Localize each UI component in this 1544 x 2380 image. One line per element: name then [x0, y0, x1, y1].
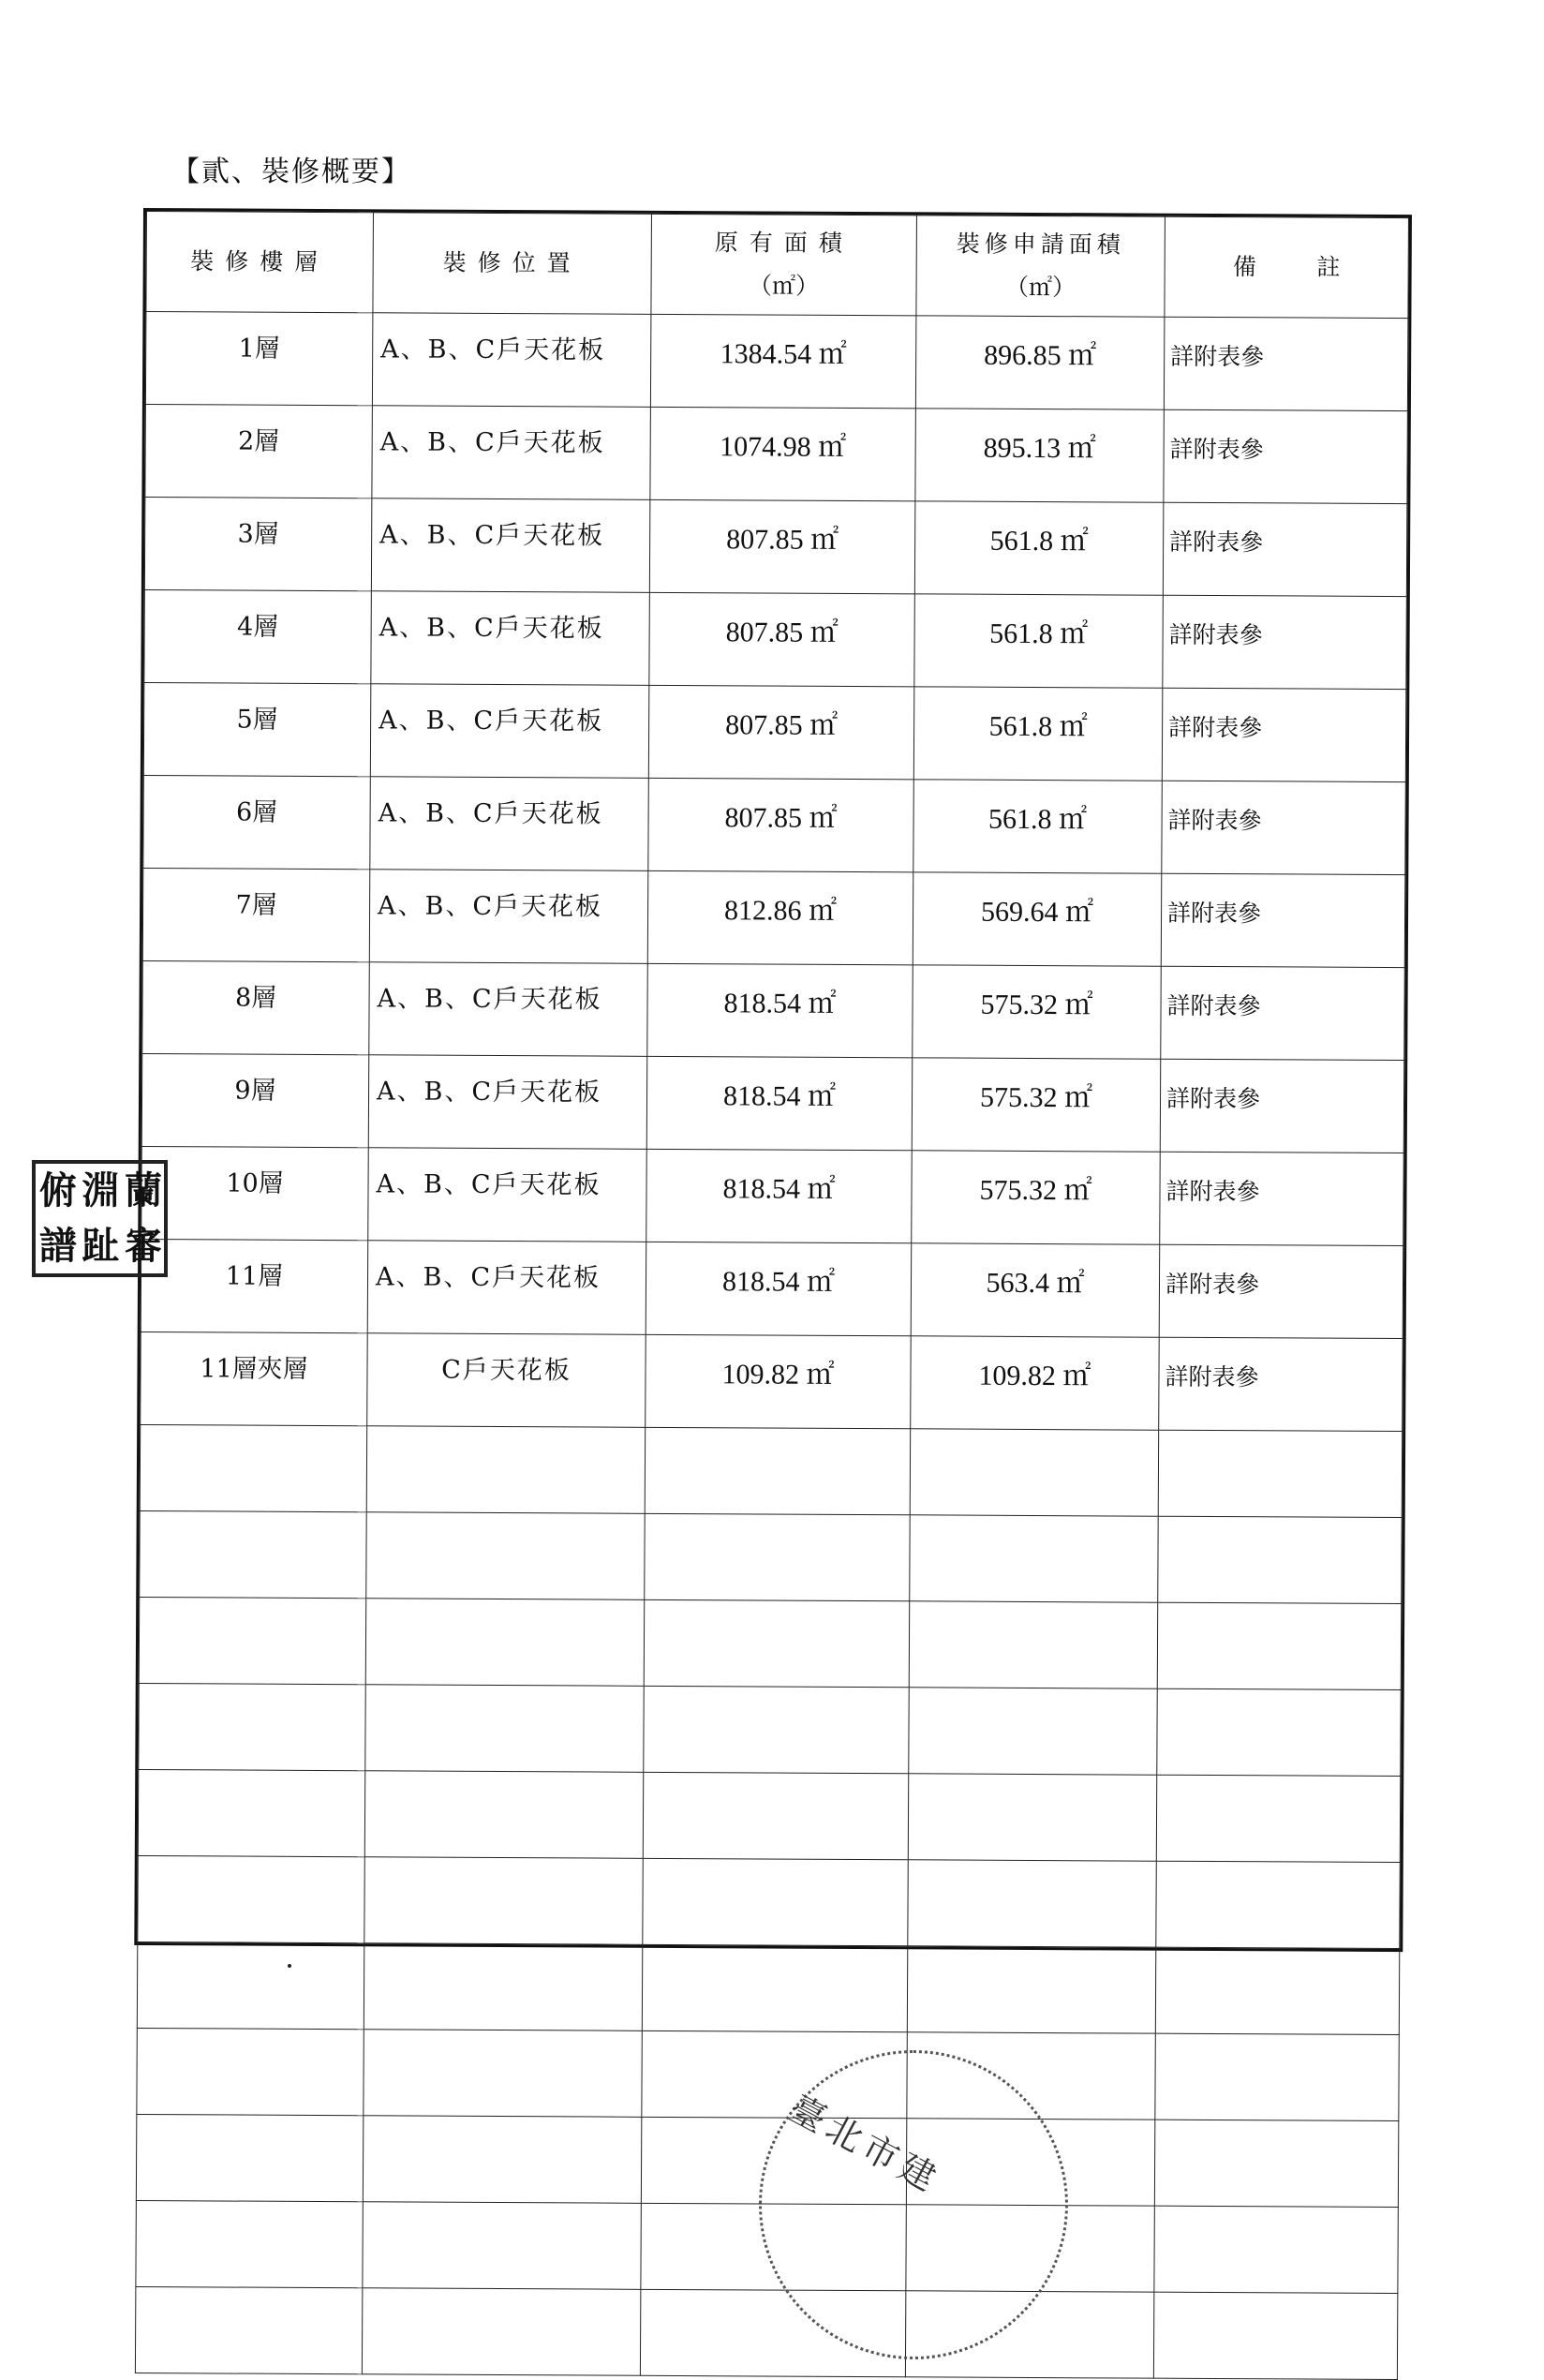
empty-table-row: [140, 1425, 1402, 1518]
table-header-row: [146, 212, 1409, 319]
empty-cell: [645, 1513, 910, 1600]
empty-cell: [364, 2030, 642, 2118]
position-cell: A、B、C戶天花板: [368, 1055, 647, 1150]
empty-cell: [643, 1772, 908, 1859]
header-original-area: [651, 214, 917, 315]
empty-cell: [645, 1427, 910, 1514]
floor-cell: 1層: [145, 312, 373, 406]
empty-cell: [642, 1944, 907, 2031]
position-cell: A、B、C戶天花板: [369, 962, 648, 1057]
note-cell: 詳附表參: [1160, 1059, 1404, 1153]
header-position: [373, 213, 652, 315]
table-row: [143, 776, 1406, 875]
seal-stamp-left: [32, 1160, 168, 1277]
empty-cell: [365, 1599, 644, 1687]
empty-cell: [140, 1425, 366, 1512]
empty-cell: [1153, 2292, 1397, 2379]
table-row: [142, 961, 1404, 1061]
header-note-char-2: 註: [1316, 253, 1341, 281]
original-area-cell: 1074.98 ㎡: [650, 407, 916, 500]
floor-cell: 8層: [142, 961, 370, 1055]
note-cell: 詳附表參: [1161, 873, 1405, 967]
note-cell: 詳附表參: [1159, 1337, 1403, 1431]
position-cell: A、B、C戶天花板: [370, 777, 649, 871]
empty-cell: [910, 1515, 1158, 1602]
position-cell: A、B、C戶天花板: [371, 591, 650, 686]
header-applied-area: [916, 216, 1165, 317]
empty-cell: [139, 1683, 365, 1770]
original-area-cell: 818.54 ㎡: [646, 1149, 913, 1242]
applied-area-cell: 895.13 ㎡: [915, 409, 1165, 502]
original-area-cell: 818.54 ㎡: [647, 963, 913, 1057]
empty-cell: [364, 1771, 643, 1859]
original-area-cell: 1384.54 ㎡: [650, 314, 916, 408]
empty-table-row: [138, 1769, 1400, 1862]
empty-cell: [1155, 1947, 1399, 2034]
table-row: [141, 1240, 1403, 1339]
note-cell: 詳附表參: [1161, 966, 1405, 1060]
note-cell: 詳附表參: [1160, 1152, 1404, 1245]
original-area-cell: 818.54 ㎡: [646, 1056, 913, 1150]
table-row: [144, 498, 1406, 597]
empty-cell: [907, 1946, 1155, 2033]
floor-cell: 5層: [143, 683, 371, 777]
header-position-label: 裝修位置: [442, 248, 582, 277]
empty-table-row: [139, 1683, 1401, 1776]
empty-cell: [362, 2288, 640, 2376]
empty-cell: [366, 1512, 645, 1600]
position-cell: A、B、C戶天花板: [367, 1241, 646, 1335]
applied-area-cell: 575.32 ㎡: [912, 1058, 1161, 1152]
applied-area-cell: 575.32 ㎡: [912, 1151, 1161, 1244]
empty-cell: [1157, 1602, 1401, 1689]
empty-cell: [139, 1597, 365, 1684]
empty-cell: [138, 1769, 364, 1856]
table-row: [143, 683, 1405, 782]
applied-area-cell: 896.85 ㎡: [915, 316, 1165, 409]
empty-cell: [910, 1429, 1158, 1516]
empty-table-row: [140, 1510, 1402, 1603]
empty-table-row: [137, 1941, 1399, 2034]
empty-cell: [1158, 1516, 1402, 1603]
empty-cell: [135, 2286, 362, 2373]
applied-area-cell: 109.82 ㎡: [911, 1336, 1160, 1430]
seal-stamp-bottom-text: 臺北市建: [782, 2087, 948, 2202]
original-area-cell: 109.82 ㎡: [646, 1334, 912, 1428]
note-cell: 詳附表參: [1163, 502, 1407, 596]
empty-cell: [1155, 2033, 1399, 2120]
table-row: [145, 312, 1408, 411]
table-row: [141, 1054, 1403, 1153]
header-applied-area-unit: （㎡）: [1004, 273, 1076, 302]
position-cell: A、B、C戶天花板: [372, 313, 651, 408]
header-floor: [146, 212, 374, 313]
empty-cell: [364, 1857, 643, 1945]
floor-cell: 10層: [141, 1147, 369, 1241]
empty-cell: [908, 1774, 1156, 1861]
empty-cell: [366, 1426, 645, 1514]
position-cell: A、B、C戶天花板: [368, 1148, 647, 1242]
applied-area-cell: 561.8 ㎡: [913, 687, 1163, 781]
table-row: [144, 590, 1406, 690]
position-cell: A、B、C戶天花板: [371, 498, 650, 593]
position-cell: A、B、C戶天花板: [372, 406, 651, 500]
note-cell: 詳附表參: [1163, 595, 1407, 689]
applied-area-cell: 563.4 ㎡: [911, 1243, 1160, 1337]
empty-cell: [1156, 1775, 1400, 1862]
empty-cell: [138, 1855, 364, 1942]
empty-cell: [643, 1858, 908, 1945]
note-cell: 詳附表參: [1162, 688, 1406, 781]
section-title: 【貳、裝修概要】: [171, 156, 411, 188]
empty-table-row: [138, 1855, 1400, 1948]
note-cell: 詳附表參: [1164, 317, 1408, 410]
header-note: [1165, 216, 1409, 318]
position-cell: C戶天花板: [367, 1333, 646, 1428]
header-original-area-label: 原有面積: [714, 229, 854, 257]
empty-cell: [137, 1941, 364, 2029]
empty-cell: [1158, 1430, 1402, 1517]
note-cell: 詳附表參: [1159, 1244, 1403, 1338]
table-row: [141, 1147, 1403, 1246]
seal-glyph: 趾: [82, 1224, 118, 1268]
applied-area-cell: 561.8 ㎡: [914, 501, 1164, 595]
floor-cell: 9層: [141, 1054, 369, 1148]
original-area-cell: 807.85 ㎡: [649, 499, 915, 593]
empty-table-row: [135, 2286, 1397, 2379]
original-area-cell: 812.86 ㎡: [647, 870, 913, 964]
empty-cell: [1156, 1861, 1400, 1948]
original-area-cell: 807.85 ㎡: [648, 778, 914, 871]
empty-cell: [363, 2202, 641, 2290]
empty-cell: [909, 1688, 1157, 1775]
empty-cell: [908, 1860, 1156, 1947]
table-row: [145, 405, 1407, 504]
empty-cell: [365, 1685, 644, 1773]
seal-glyph: 蘭: [125, 1169, 161, 1213]
original-area-cell: 807.85 ㎡: [649, 592, 915, 686]
floor-cell: 6層: [143, 776, 371, 870]
seal-glyph: 淵: [82, 1169, 118, 1213]
floor-cell: 4層: [144, 590, 372, 684]
empty-table-row: [137, 2028, 1399, 2120]
floor-cell: 2層: [145, 405, 373, 498]
renovation-summary-table: [134, 208, 1412, 1952]
table-row: [141, 1332, 1403, 1432]
seal-glyph: 譜: [38, 1224, 75, 1268]
empty-cell: [137, 2028, 364, 2115]
floor-cell: 3層: [144, 498, 372, 591]
header-applied-area-label: 裝修申請面積: [956, 230, 1125, 259]
empty-cell: [1154, 2120, 1398, 2207]
empty-cell: [364, 1943, 642, 2031]
empty-table-row: [139, 1597, 1401, 1689]
applied-area-cell: 569.64 ㎡: [913, 872, 1162, 966]
scan-speck: [288, 1964, 291, 1968]
floor-cell: 11層: [141, 1240, 368, 1333]
floor-cell: 7層: [142, 869, 370, 962]
empty-cell: [1157, 1688, 1401, 1776]
applied-area-cell: 575.32 ㎡: [913, 965, 1162, 1059]
empty-cell: [644, 1599, 909, 1687]
original-area-cell: 818.54 ㎡: [646, 1242, 912, 1335]
table-body: [135, 312, 1408, 2380]
floor-cell: 11層夾層: [141, 1332, 368, 1426]
empty-cell: [909, 1601, 1157, 1688]
seal-glyph: 俯: [38, 1169, 75, 1213]
note-cell: 詳附表參: [1162, 781, 1406, 874]
empty-cell: [136, 2200, 363, 2287]
empty-cell: [136, 2114, 363, 2201]
empty-cell: [140, 1510, 366, 1598]
position-cell: A、B、C戶天花板: [369, 870, 648, 964]
original-area-cell: 807.85 ㎡: [648, 685, 914, 779]
empty-cell: [644, 1686, 909, 1773]
header-floor-label: 裝修樓層: [190, 247, 330, 276]
applied-area-cell: 561.8 ㎡: [913, 780, 1163, 873]
empty-cell: [363, 2116, 641, 2204]
empty-cell: [1154, 2206, 1398, 2293]
applied-area-cell: 561.8 ㎡: [914, 594, 1164, 688]
table-row: [142, 869, 1404, 968]
position-cell: A、B、C戶天花板: [370, 684, 649, 779]
note-cell: 詳附表參: [1164, 409, 1408, 503]
seal-glyph: 審: [125, 1224, 161, 1268]
header-original-area-unit: （㎡）: [748, 272, 820, 300]
header-note-char-1: 備: [1232, 253, 1257, 281]
